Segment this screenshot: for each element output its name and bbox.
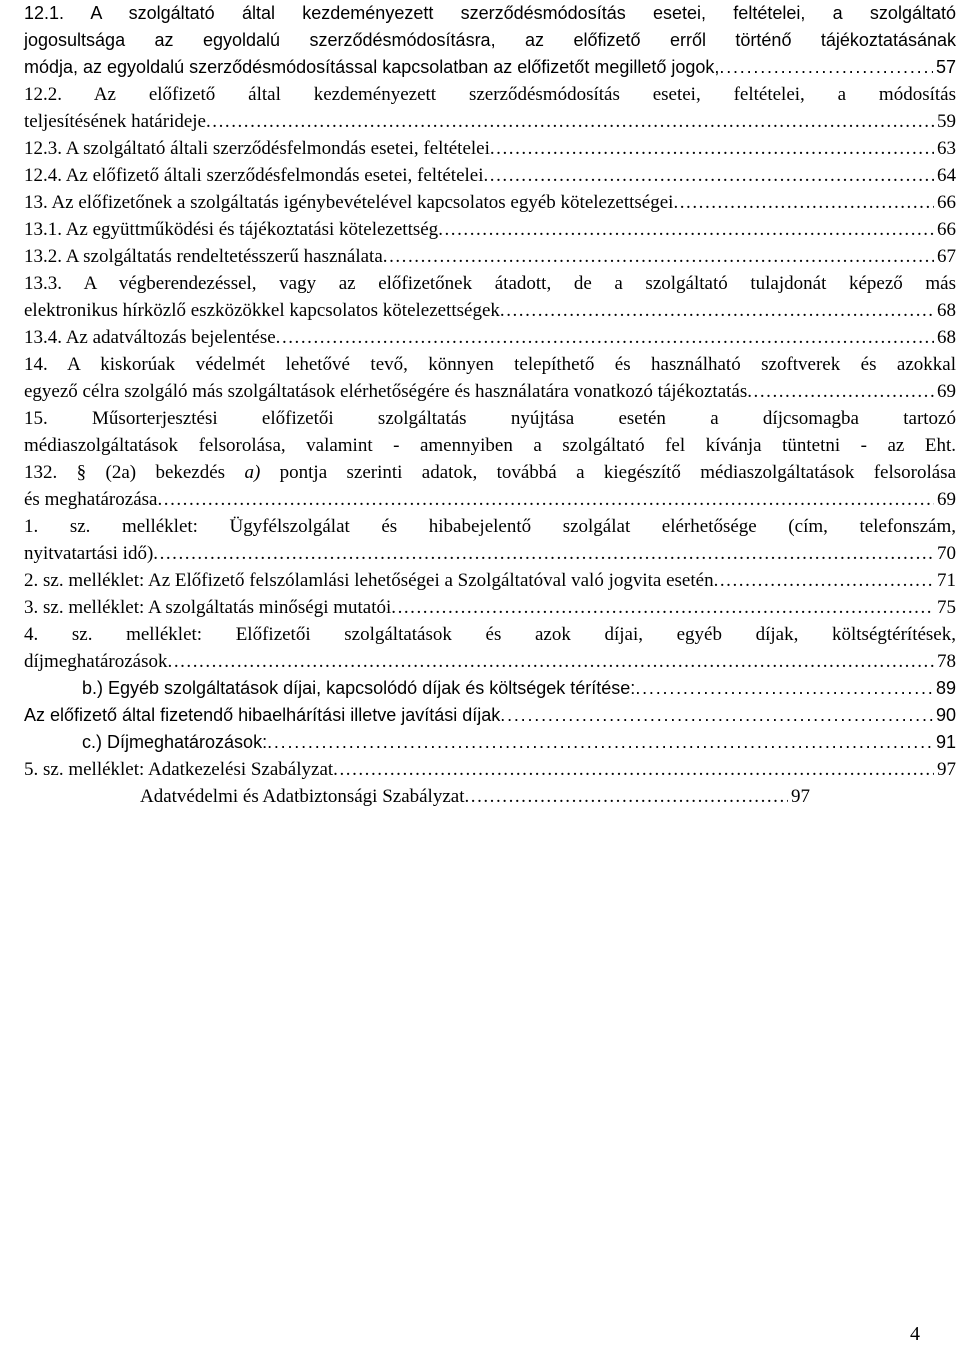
dot-leader: [673, 189, 934, 216]
toc-page-number: 97: [937, 759, 956, 780]
toc-entry-text: és meghatározása: [24, 489, 158, 510]
toc-page-number: 70: [937, 543, 956, 564]
dot-leader: [490, 135, 934, 162]
toc-entry-text: pontja szerinti adatok, továbbá a kiegészítő médiaszolgáltatások felsorolása: [260, 462, 957, 483]
toc-entry-text: teljesítésének határideje: [24, 111, 206, 132]
toc-entry-text: 12.4. Az előfizető általi szerződésfelmondás esetei, feltételei: [24, 165, 484, 186]
toc-entry-text: jogosultsága az egyoldalú szerződésmódosításra, az előfizető erről történő tájékoztatásának: [24, 30, 956, 50]
toc-entry-text: médiaszolgáltatások felsorolása, valamint - amennyiben a szolgáltató fel kívánja tüntetni - az Eht.: [24, 435, 956, 456]
dot-leader: [714, 567, 934, 594]
toc-page-number: 97: [791, 786, 810, 807]
dot-leader: [464, 783, 788, 810]
toc-page-number: 67: [937, 246, 956, 267]
toc-entry-text: 13.3. A végberendezéssel, vagy az előfizetőnek átadott, de a szolgáltató tulajdonát képező más: [24, 273, 956, 294]
dot-leader: [276, 324, 934, 351]
dot-leader: [206, 108, 934, 135]
dot-leader: [157, 486, 934, 513]
toc-entry-12-1[interactable]: [24, 0, 956, 81]
toc-entry-melleklet-2[interactable]: [24, 567, 956, 594]
toc-entry-text: 14. A kiskorúak védelmét lehetővé tevő, könnyen telepíthető és használható szoftverek és azokkal: [24, 354, 956, 375]
toc-entry-13[interactable]: [24, 189, 956, 216]
toc-page-number: 57: [935, 57, 956, 77]
toc-entry-adatvedelmi[interactable]: [24, 783, 810, 810]
toc-entry-12-3[interactable]: [24, 135, 956, 162]
toc-entry-text: Adatvédelmi és Adatbiztonsági Szabályzat: [140, 786, 465, 807]
dot-leader: [500, 297, 934, 324]
toc-entry-text: egyező célra szolgáló más szolgáltatások elérhetőségére és használatára vonatkozó tájékoztatás: [24, 381, 748, 402]
dot-leader: [153, 540, 934, 567]
toc-entry-text: 12.2. Az előfizető által kezdeményezett szerződésmódosítás esetei, feltételei, a módosítás: [24, 84, 956, 105]
toc-entry-13-1[interactable]: [24, 216, 956, 243]
toc-page-number: 90: [935, 705, 956, 725]
toc-entry-13-4[interactable]: [24, 324, 956, 351]
toc-entry-text: 13.4. Az adatváltozás bejelentése: [24, 327, 276, 348]
toc-entry-12-2[interactable]: [24, 81, 956, 135]
toc-page-number: 66: [937, 192, 956, 213]
toc-entry-text-line: [24, 459, 956, 486]
dot-leader: [267, 729, 933, 756]
dot-leader: [500, 702, 933, 729]
toc-entry-egyeb-dijak[interactable]: [24, 675, 956, 702]
toc-entry-text: 5. sz. melléklet: Adatkezelési Szabályzat: [24, 759, 334, 780]
toc-page-number: 71: [937, 570, 956, 591]
toc-entry-text: 13. Az előfizetőnek a szolgáltatás igénybevételével kapcsolatos egyéb kötelezettségei: [24, 192, 674, 213]
toc-page-number: 63: [937, 138, 956, 159]
dot-leader: [635, 675, 933, 702]
toc-entry-text: b.) Egyéb szolgáltatások díjai, kapcsolódó díjak és költségek térítése:: [82, 678, 636, 698]
toc-page-number: 78: [937, 651, 956, 672]
page-number: 4: [910, 1323, 920, 1345]
dot-leader: [333, 756, 934, 783]
toc-page-number: 68: [937, 327, 956, 348]
toc-entry-text: 15. Műsorterjesztési előfizetői szolgáltatás nyújtása esetén a díjcsomagba tartozó: [24, 408, 956, 429]
dot-leader: [719, 54, 933, 81]
toc-page-number: 66: [937, 219, 956, 240]
toc-entry-text: díjmeghatározások: [24, 651, 168, 672]
toc-entry-melleklet-4[interactable]: [24, 621, 956, 675]
toc-entry-text: 132. § (2a) bekezdés: [24, 462, 245, 483]
toc-entry-text: 13.1. Az együttműködési és tájékoztatási kötelezettség: [24, 219, 439, 240]
toc-entry-14[interactable]: [24, 351, 956, 405]
toc-entry-text: elektronikus hírközlő eszközökkel kapcsolatos kötelezettségek: [24, 300, 500, 321]
toc-entry-text: 12.1. A szolgáltató által kezdeményezett szerződésmódosítás esetei, feltételei, a szolgáltató: [24, 3, 956, 23]
dot-leader: [484, 162, 935, 189]
toc-entry-text: nyitvatartási idő): [24, 543, 154, 564]
toc-entry-15[interactable]: [24, 405, 956, 513]
toc-entry-text: 12.3. A szolgáltató általi szerződésfelmondás esetei, feltételei: [24, 138, 490, 159]
toc-entry-melleklet-3[interactable]: [24, 594, 956, 621]
toc-entry-13-3[interactable]: [24, 270, 956, 324]
table-of-contents: [24, 0, 956, 810]
dot-leader: [391, 594, 934, 621]
toc-entry-dijmeghatarozasok[interactable]: [24, 729, 956, 756]
dot-leader: [438, 216, 934, 243]
toc-page-number: 89: [935, 678, 956, 698]
dot-leader: [747, 378, 934, 405]
toc-entry-text-italic: a): [244, 462, 261, 483]
toc-entry-melleklet-5[interactable]: [24, 756, 956, 783]
toc-page-number: 68: [937, 300, 956, 321]
toc-page-number: 75: [937, 597, 956, 618]
toc-page-number: 59: [937, 111, 956, 132]
toc-entry-text: c.) Díjmeghatározások:: [82, 732, 268, 752]
toc-entry-text: 2. sz. melléklet: Az Előfizető felszólamlási lehetőségei a Szolgáltatóval való jogvita esetén: [24, 570, 714, 591]
toc-entry-13-2[interactable]: [24, 243, 956, 270]
toc-entry-text: 1. sz. melléklet: Ügyfélszolgálat és hibabejelentő szolgálat elérhetősége (cím, telefonszám,: [24, 516, 956, 537]
toc-entry-hibaelharitas[interactable]: [24, 702, 956, 729]
toc-page-number: 69: [937, 489, 956, 510]
toc-page-number: 91: [935, 732, 956, 752]
toc-entry-text: 3. sz. melléklet: A szolgáltatás minőségi mutatói: [24, 597, 392, 618]
dot-leader: [383, 243, 934, 270]
toc-entry-melleklet-1[interactable]: [24, 513, 956, 567]
toc-entry-text: módja, az egyoldalú szerződésmódosítással kapcsolatban az előfizetőt megillető jogok,: [24, 57, 720, 77]
toc-entry-text: 13.2. A szolgáltatás rendeltetésszerű használata: [24, 246, 383, 267]
toc-page-number: 64: [937, 165, 956, 186]
toc-entry-text: 4. sz. melléklet: Előfizetői szolgáltatások és azok díjai, egyéb díjak, költségtérítések,: [24, 624, 956, 645]
toc-page-number: 69: [937, 381, 956, 402]
dot-leader: [168, 648, 934, 675]
toc-entry-text: Az előfizető által fizetendő hibaelhárítási illetve javítási díjak: [24, 705, 501, 725]
toc-entry-12-4[interactable]: [24, 162, 956, 189]
